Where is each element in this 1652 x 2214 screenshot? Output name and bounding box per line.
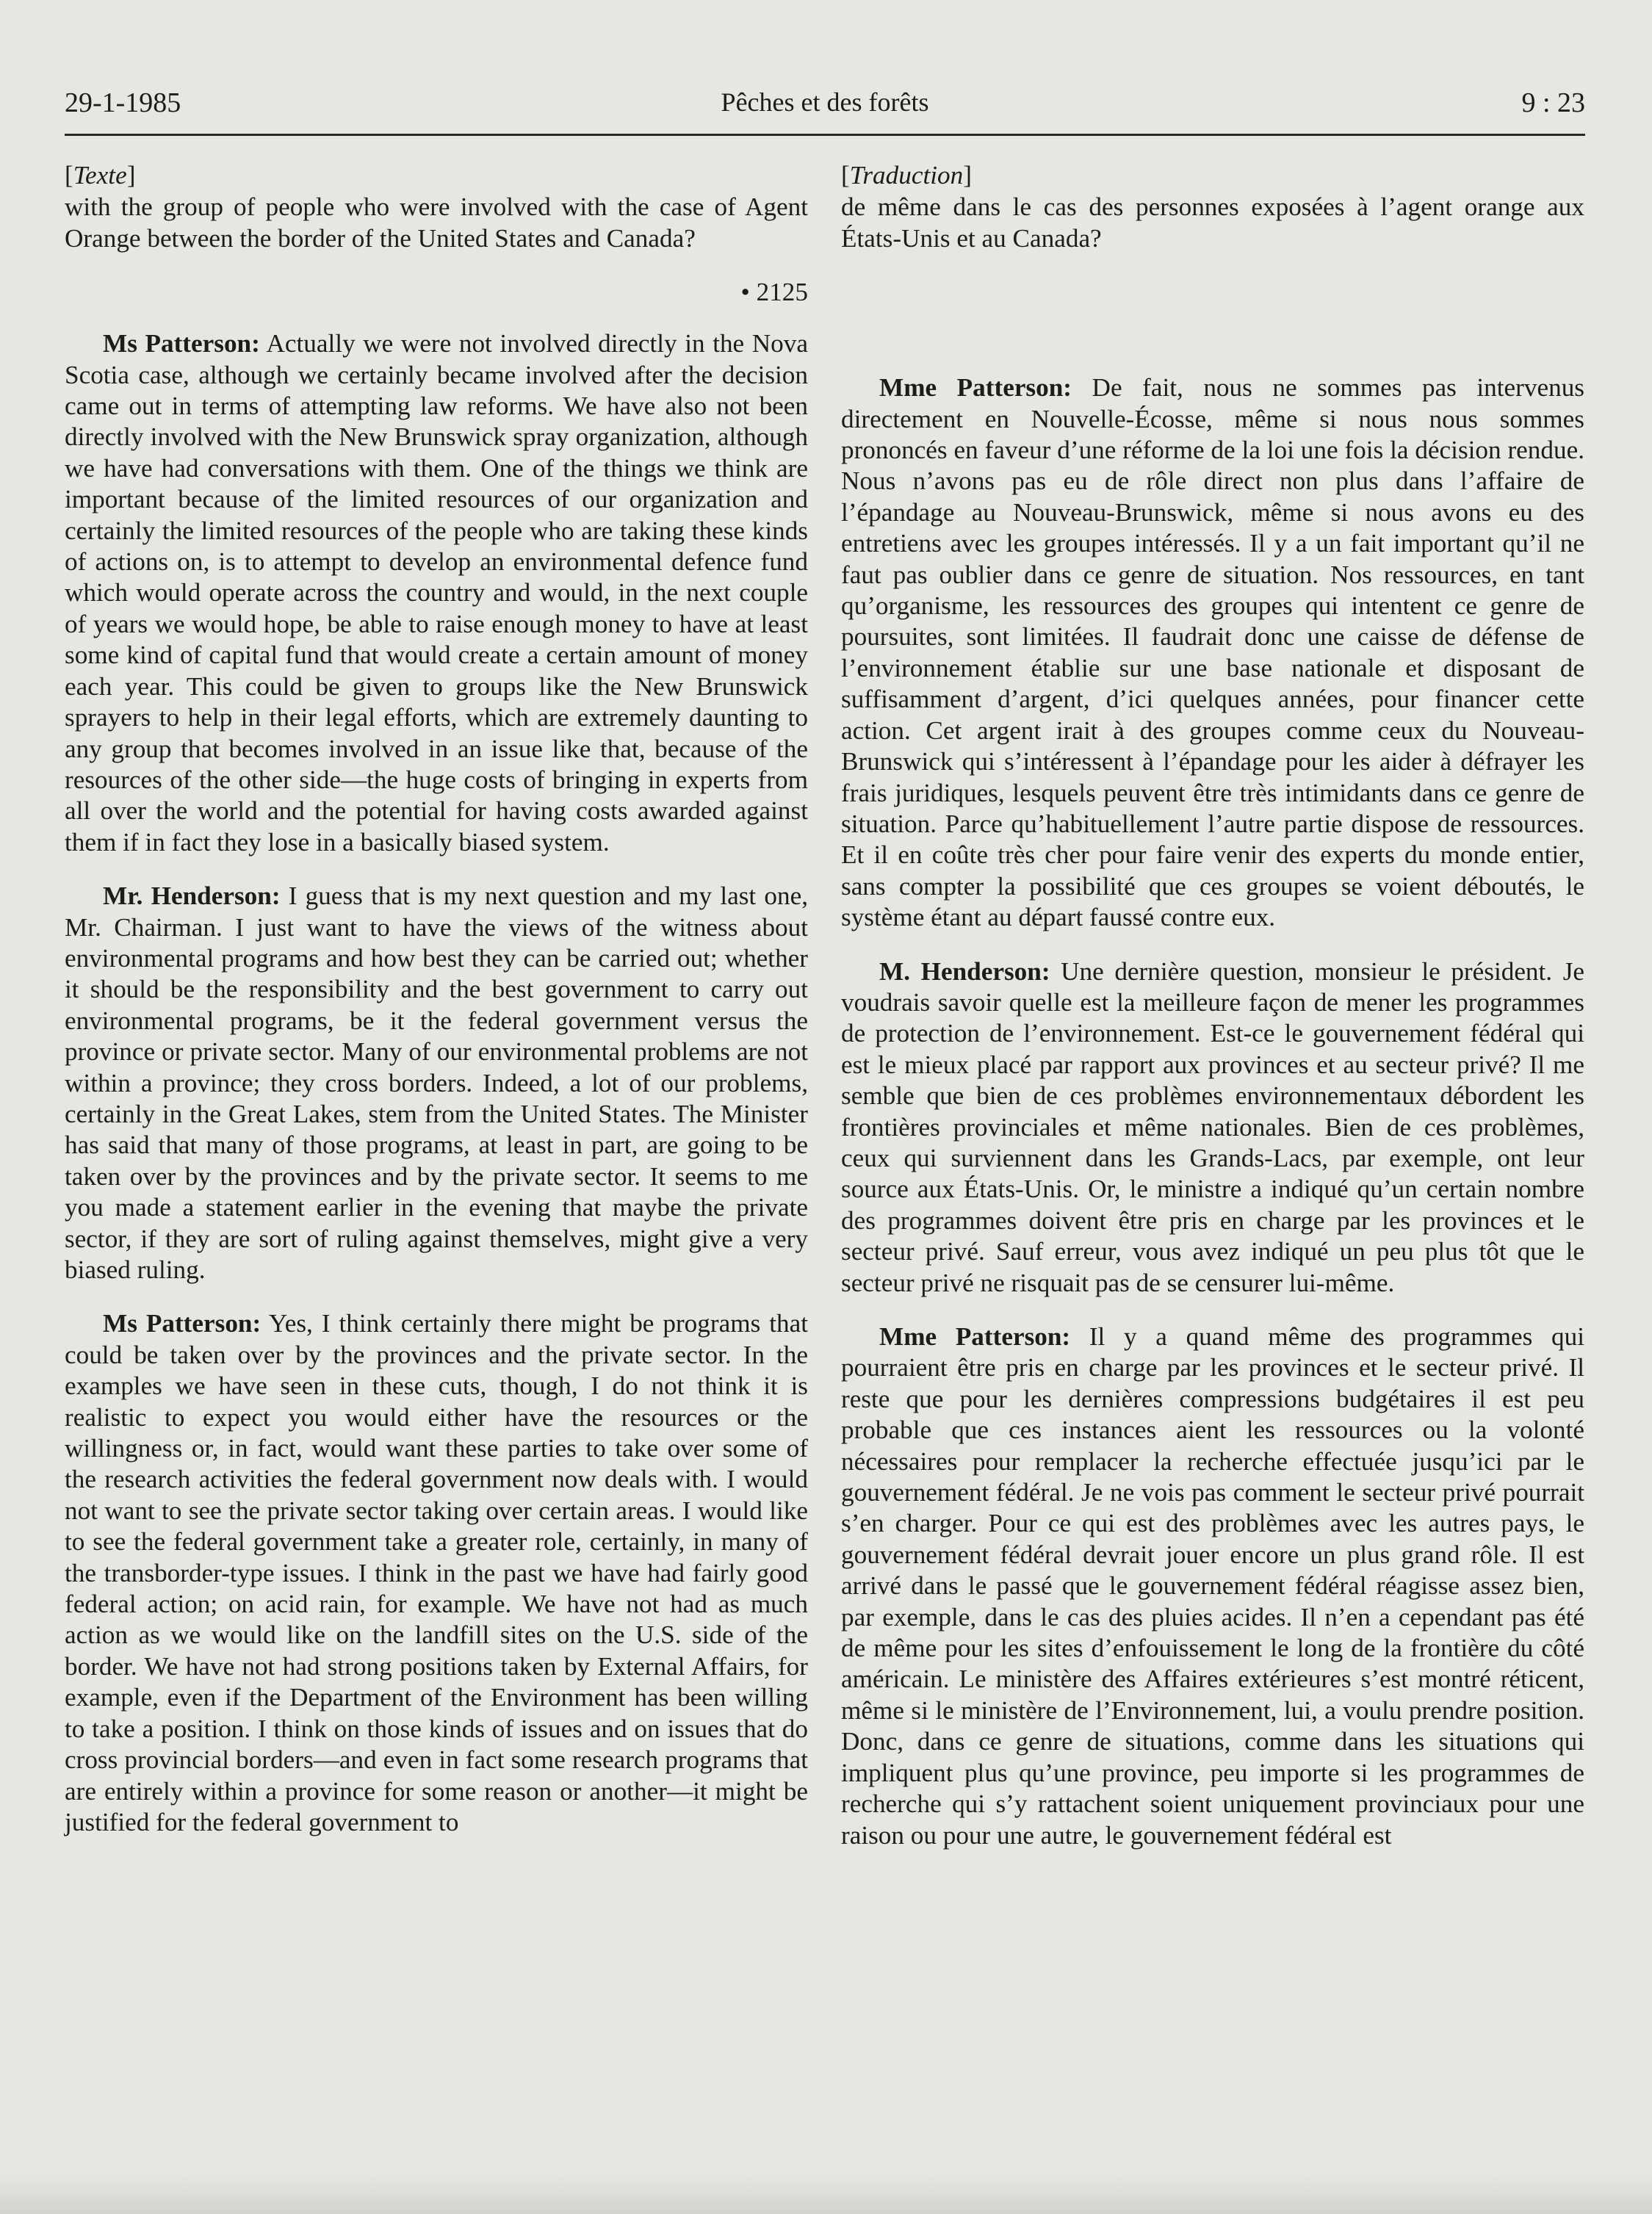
paragraph-text: De fait, nous ne sommes pas intervenus directement en Nouvelle-Écosse, même si nous nous sommes prononcés en faveur d’une réforme de la loi une fois la décision rendue. Nous n’avons pas eu de rôle direct non plus dans l’affaire de l’épandage au Nouveau-Brunswick, même si nous avons eu des entretiens avec les groupes intéressés. Il y a un fait important qu’il ne faut pas oublier dans ce genre de situation. Nos ressources, en tant qu’organisme, les ressources des groupes qui intentent ce genre de poursuites, sont limitées. Il faudrait donc une caisse de défense de l’environnement établie sur une base nationale et disposant de suffisamment d’argent, d’ici quelques années, pour financer cette action. Cet argent irait à des groupes comme ceux du Nouveau-Brunswick qui s’intéressent à l’épandage pour les aider à défrayer les frais juridiques, lesquels peuvent être très intimidants dans ce genre de situation. Parce qu’habituellement l’autre partie dispose de ressources. Et il en coûte très cher pour faire venir des experts du monde entier, sans compter la possibilité que ces groupes se voient déboutés, le système étant au départ faussé contre eux. [841,373,1584,932]
header-date: 29-1-1985 [65,87,181,118]
english-column [65,160,808,1861]
speaker-name: Ms Patterson: [103,329,260,358]
paragraph-text: Yes, I think certainly there might be programs that could be taken over by the provinces and the private sector. In the examples we have seen in these cuts, though, I do not think it is realistic to expect you would either have the resources or the willingness or, in fact, would want these parties to take over some of the research activities the federal government now deals with. I would not want to see the private sector taking over certain areas. I would like to see the federal government take a greater role, certainly, in many of the transborder-type issues. I think in the past we have had fairly good federal action; on acid rain, for example. We have not had as much action as we would like on the landfill sites on the U.S. side of the border. We have not had strong positions taken by External Affairs, for example, even if the Department of the Environment has been willing to take a position. I think on those kinds of issues and on issues that do cross provincial borders—and even in fact some research programs that are entirely within a province for some reason or another—it might be justified for the federal government to [65,1309,808,1836]
paragraph [841,372,1584,933]
paragraph [65,881,808,1286]
header-title: Pêches et des forêts [721,87,929,117]
speaker-name: Mme Patterson: [879,373,1072,403]
speaker-name: Mr. Henderson: [103,881,281,911]
speaker-name: M. Henderson: [879,956,1050,986]
time-marker: • 2125 [740,278,808,307]
paragraph-text: Actually we were not involved directly in the Nova Scotia case, although we certainly became involved after the decision came out in terms of attempting law reforms. We have also not been directly involved with the New Brunswick spray organization, although we have had conversations with them. One of the things we think are important because of the limited resources of our organization and certainly the limited resources of the people who are taking these kinds of actions on, is to attempt to develop an environmental defence fund which would operate across the country and would, in the next couple of years we would hope, be able to raise enough money to have at least some kind of capital fund that would create a certain amount of money each year. This could be given to groups like the New Brunswick sprayers to help in their legal efforts, which are extremely daunting to any group that becomes involved in an issue like that, because of the resources of the other side—the huge costs of bringing in experts from all over the world and the potential for having costs awarded against them if in fact they lose in a basically biased system. [65,329,808,857]
french-column [841,160,1584,1874]
paragraph [65,1308,808,1838]
paragraph [841,956,1584,1299]
paragraph [65,328,808,858]
intro-paragraph: with the group of people who were involved with the case of Agent Orange between the border of the United States and Canada? [65,192,808,253]
text-tag: [Texte] [65,161,136,190]
paragraph [841,1321,1584,1851]
page-header [65,82,1585,136]
paragraph-text: Il y a quand même des programmes qui pourraient être pris en charge par les provinces et le secteur privé. Il reste que pour les dernières compressions budgétaires il est peu probable que ces instances aient les ressources ou la volonté nécessaires pour remplacer la recherche effectuée jusqu’ici par le gouvernement fédéral. Je ne vois pas comment le secteur privé pourrait s’en charger. Pour ce qui est des problèmes avec les autres pays, le gouvernement fédéral devrait jouer encore un plus grand rôle. Il est arrivé dans le passé que le gouvernement fédéral réagisse assez bien, par exemple, dans le cas des pluies acides. Il n’en a cependant pas été de même pour les sites d’enfouissement le long de la frontière du côté américain. Le ministère des Affaires extérieures s’est montré réticent, même si le ministère de l’Environnement, lui, a voulu prendre position. Donc, dans ce genre de situations, comme dans les situations qui impliquent plus qu’une province, peu importe si les programmes de recherche qui s’y rattachent soient uniquement provinciaux pour une raison ou pour une autre, le gouvernement fédéral est [841,1322,1584,1850]
header-page-number: 9 : 23 [1521,87,1585,118]
speaker-name: Mme Patterson: [879,1322,1071,1351]
paragraph-text: I guess that is my next question and my last one, Mr. Chairman. I just want to have the views of the witness about environmental programs and how best they can be carried out; whether it should be the responsibility and the best government to carry out environmental programs, be it the federal government versus the province or private sector. Many of our environmental problems are not within a province; they cross borders. Indeed, a lot of our problems, certainly in the Great Lakes, stem from the United States. The Minister has said that many of those programs, at least in part, are going to be taken over by the provinces and by the private sector. It seems to me you made a statement earlier in the evening that maybe the private sector, if they are sort of ruling against themselves, might give a very biased ruling. [65,881,808,1284]
speaker-name: Ms Patterson: [103,1309,261,1338]
paragraph-text: Une dernière question, monsieur le président. Je voudrais savoir quelle est la meilleure façon de mener les programmes de protection de l’environnement. Est-ce le gouvernement fédéral qui est le mieux placé par rapport aux provinces et au secteur privé? Il me semble que bien de ces problèmes environnementaux débordent les frontières provinciales et même nationales. Bien de ces problèmes, ceux qui surviennent dans les Grands-Lacs, par exemple, ont leur source aux États-Unis. Or, le ministre a indiqué qu’un certain nombre des programmes doivent être pris en charge par les provinces et le secteur privé. Sauf erreur, vous avez indiqué un peu plus tôt que le secteur privé ne risquait pas de se censurer lui-même. [841,956,1584,1297]
translation-tag: [Traduction] [841,161,972,190]
intro-paragraph: de même dans le cas des personnes exposées à l’agent orange aux États-Unis et au Canada? [841,192,1584,253]
